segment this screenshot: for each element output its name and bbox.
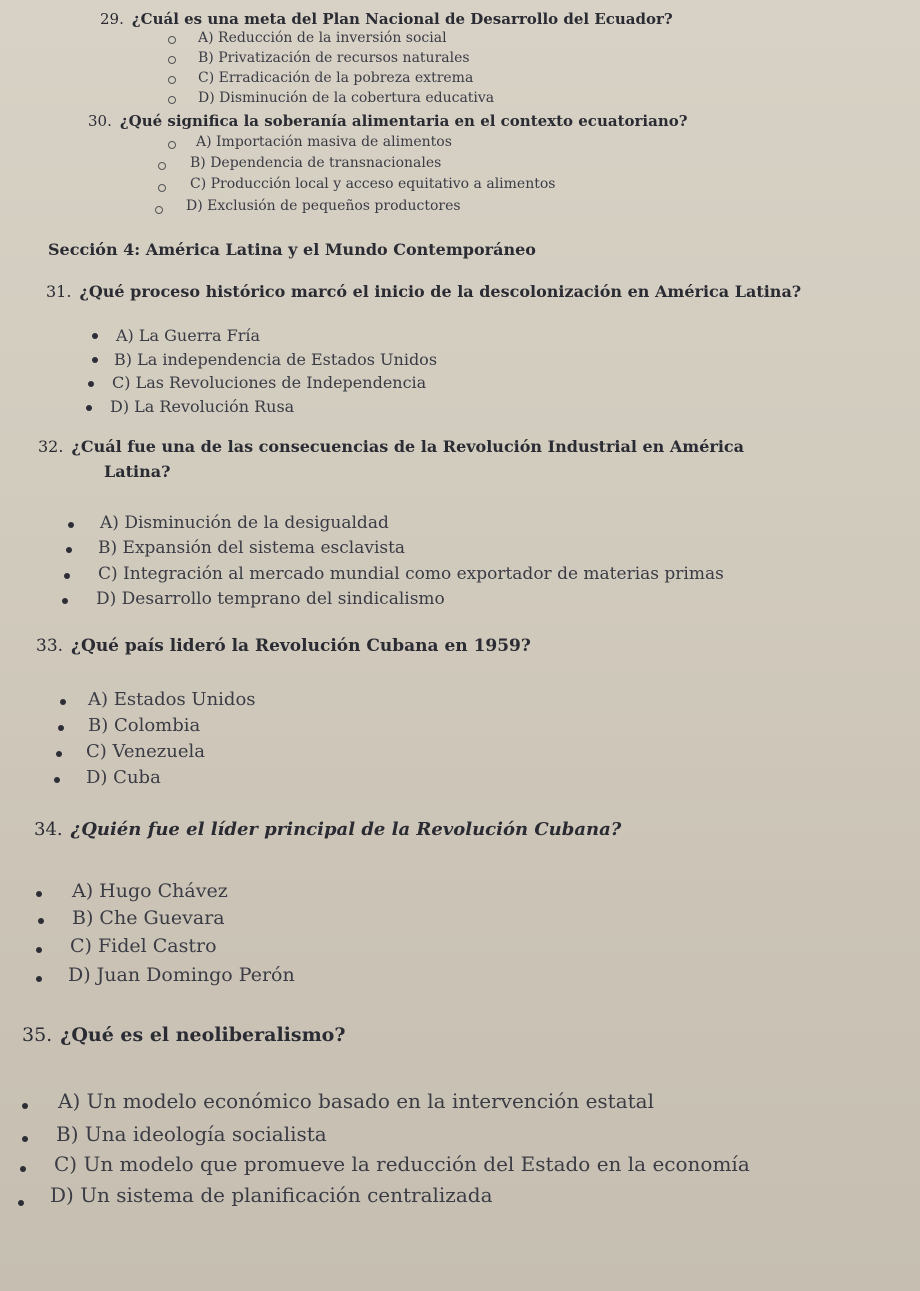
option-bullet-icon — [92, 357, 98, 363]
option-bullet-icon — [64, 573, 70, 579]
option-bullet-icon — [88, 381, 94, 387]
option-31-d: D) La Revolución Rusa — [110, 397, 295, 416]
option-bullet-icon — [158, 162, 166, 170]
option-bullet-icon — [86, 405, 92, 411]
option-34-c: C) Fidel Castro — [70, 935, 217, 957]
option-bullet-icon — [60, 699, 66, 705]
option-bullet-icon — [168, 56, 176, 64]
question-number: 34. — [34, 819, 63, 840]
question-text: ¿Qué país lideró la Revolución Cubana en 1959? — [71, 636, 531, 656]
option-33-d: D) Cuba — [86, 767, 161, 788]
question-34 — [34, 819, 621, 840]
question-31 — [46, 282, 801, 301]
option-bullet-icon — [92, 333, 98, 339]
option-bullet-icon — [68, 522, 74, 528]
question-32 — [38, 437, 744, 456]
question-32-line2: Latina? — [104, 462, 171, 481]
option-bullet-icon — [54, 777, 60, 783]
option-32-c: C) Integración al mercado mundial como exportador de materias primas — [98, 564, 724, 584]
question-number: 32. — [38, 437, 64, 456]
question-text: ¿Qué proceso histórico marcó el inicio de la descolonización en América Latina? — [79, 282, 802, 301]
option-bullet-icon — [36, 947, 42, 953]
question-text: ¿Qué significa la soberanía alimentaria en el contexto ecuatoriano? — [119, 112, 688, 130]
question-text: ¿Quién fue el líder principal de la Revolución Cubana? — [70, 819, 622, 840]
option-29-c: C) Erradicación de la pobreza extrema — [198, 70, 474, 86]
option-29-d: D) Disminución de la cobertura educativa — [198, 90, 495, 106]
option-30-d: D) Exclusión de pequeños productores — [186, 198, 461, 214]
option-bullet-icon — [38, 918, 44, 924]
question-33 — [36, 636, 531, 656]
option-31-a: A) La Guerra Fría — [116, 326, 261, 345]
option-32-d: D) Desarrollo temprano del sindicalismo — [96, 589, 445, 609]
option-33-b: B) Colombia — [88, 715, 201, 736]
question-35 — [22, 1024, 346, 1046]
option-bullet-icon — [22, 1103, 28, 1109]
option-32-b: B) Expansión del sistema esclavista — [98, 538, 406, 558]
option-35-a: A) Un modelo económico basado en la intervención estatal — [58, 1089, 654, 1113]
question-29 — [100, 10, 673, 28]
option-30-a: A) Importación masiva de alimentos — [196, 134, 452, 150]
option-bullet-icon — [168, 96, 176, 104]
option-bullet-icon — [58, 725, 64, 731]
option-31-c: C) Las Revoluciones de Independencia — [112, 373, 427, 392]
option-33-a: A) Estados Unidos — [88, 689, 256, 710]
option-bullet-icon — [36, 891, 42, 897]
option-bullet-icon — [168, 76, 176, 84]
option-33-c: C) Venezuela — [86, 741, 205, 762]
option-bullet-icon — [22, 1136, 28, 1142]
option-bullet-icon — [56, 751, 62, 757]
question-number: 30. — [88, 112, 112, 130]
option-29-b: B) Privatización de recursos naturales — [198, 50, 470, 66]
option-34-d: D) Juan Domingo Perón — [68, 964, 295, 986]
option-35-c: C) Un modelo que promueve la reducción del Estado en la economía — [54, 1152, 750, 1176]
option-30-c: C) Producción local y acceso equitativo a alimentos — [190, 176, 556, 192]
question-text: ¿Cuál es una meta del Plan Nacional de Desarrollo del Ecuador? — [131, 10, 673, 28]
question-number: 33. — [36, 636, 64, 656]
option-bullet-icon — [62, 598, 68, 604]
section-title: Sección 4: América Latina y el Mundo Contemporáneo — [48, 240, 536, 259]
option-32-a: A) Disminución de la desigualdad — [100, 513, 389, 533]
option-29-a: A) Reducción de la inversión social — [198, 30, 447, 46]
option-35-d: D) Un sistema de planificación centralizada — [50, 1183, 493, 1207]
question-number: 31. — [46, 282, 72, 301]
option-bullet-icon — [155, 206, 163, 214]
option-34-a: A) Hugo Chávez — [72, 880, 228, 902]
option-31-b: B) La independencia de Estados Unidos — [114, 350, 438, 369]
option-bullet-icon — [36, 976, 42, 982]
option-bullet-icon — [158, 184, 166, 192]
option-bullet-icon — [20, 1166, 26, 1172]
question-30 — [88, 112, 688, 130]
option-bullet-icon — [18, 1200, 24, 1206]
option-bullet-icon — [168, 141, 176, 149]
option-bullet-icon — [66, 547, 72, 553]
option-bullet-icon — [168, 36, 176, 44]
option-30-b: B) Dependencia de transnacionales — [190, 155, 442, 171]
question-number: 35. — [22, 1024, 53, 1046]
option-35-b: B) Una ideología socialista — [56, 1122, 327, 1146]
option-34-b: B) Che Guevara — [72, 907, 225, 929]
question-text-line1: ¿Cuál fue una de las consecuencias de la Revolución Industrial en América — [71, 437, 745, 456]
question-text: ¿Qué es el neoliberalismo? — [60, 1024, 346, 1046]
question-number: 29. — [100, 10, 124, 28]
